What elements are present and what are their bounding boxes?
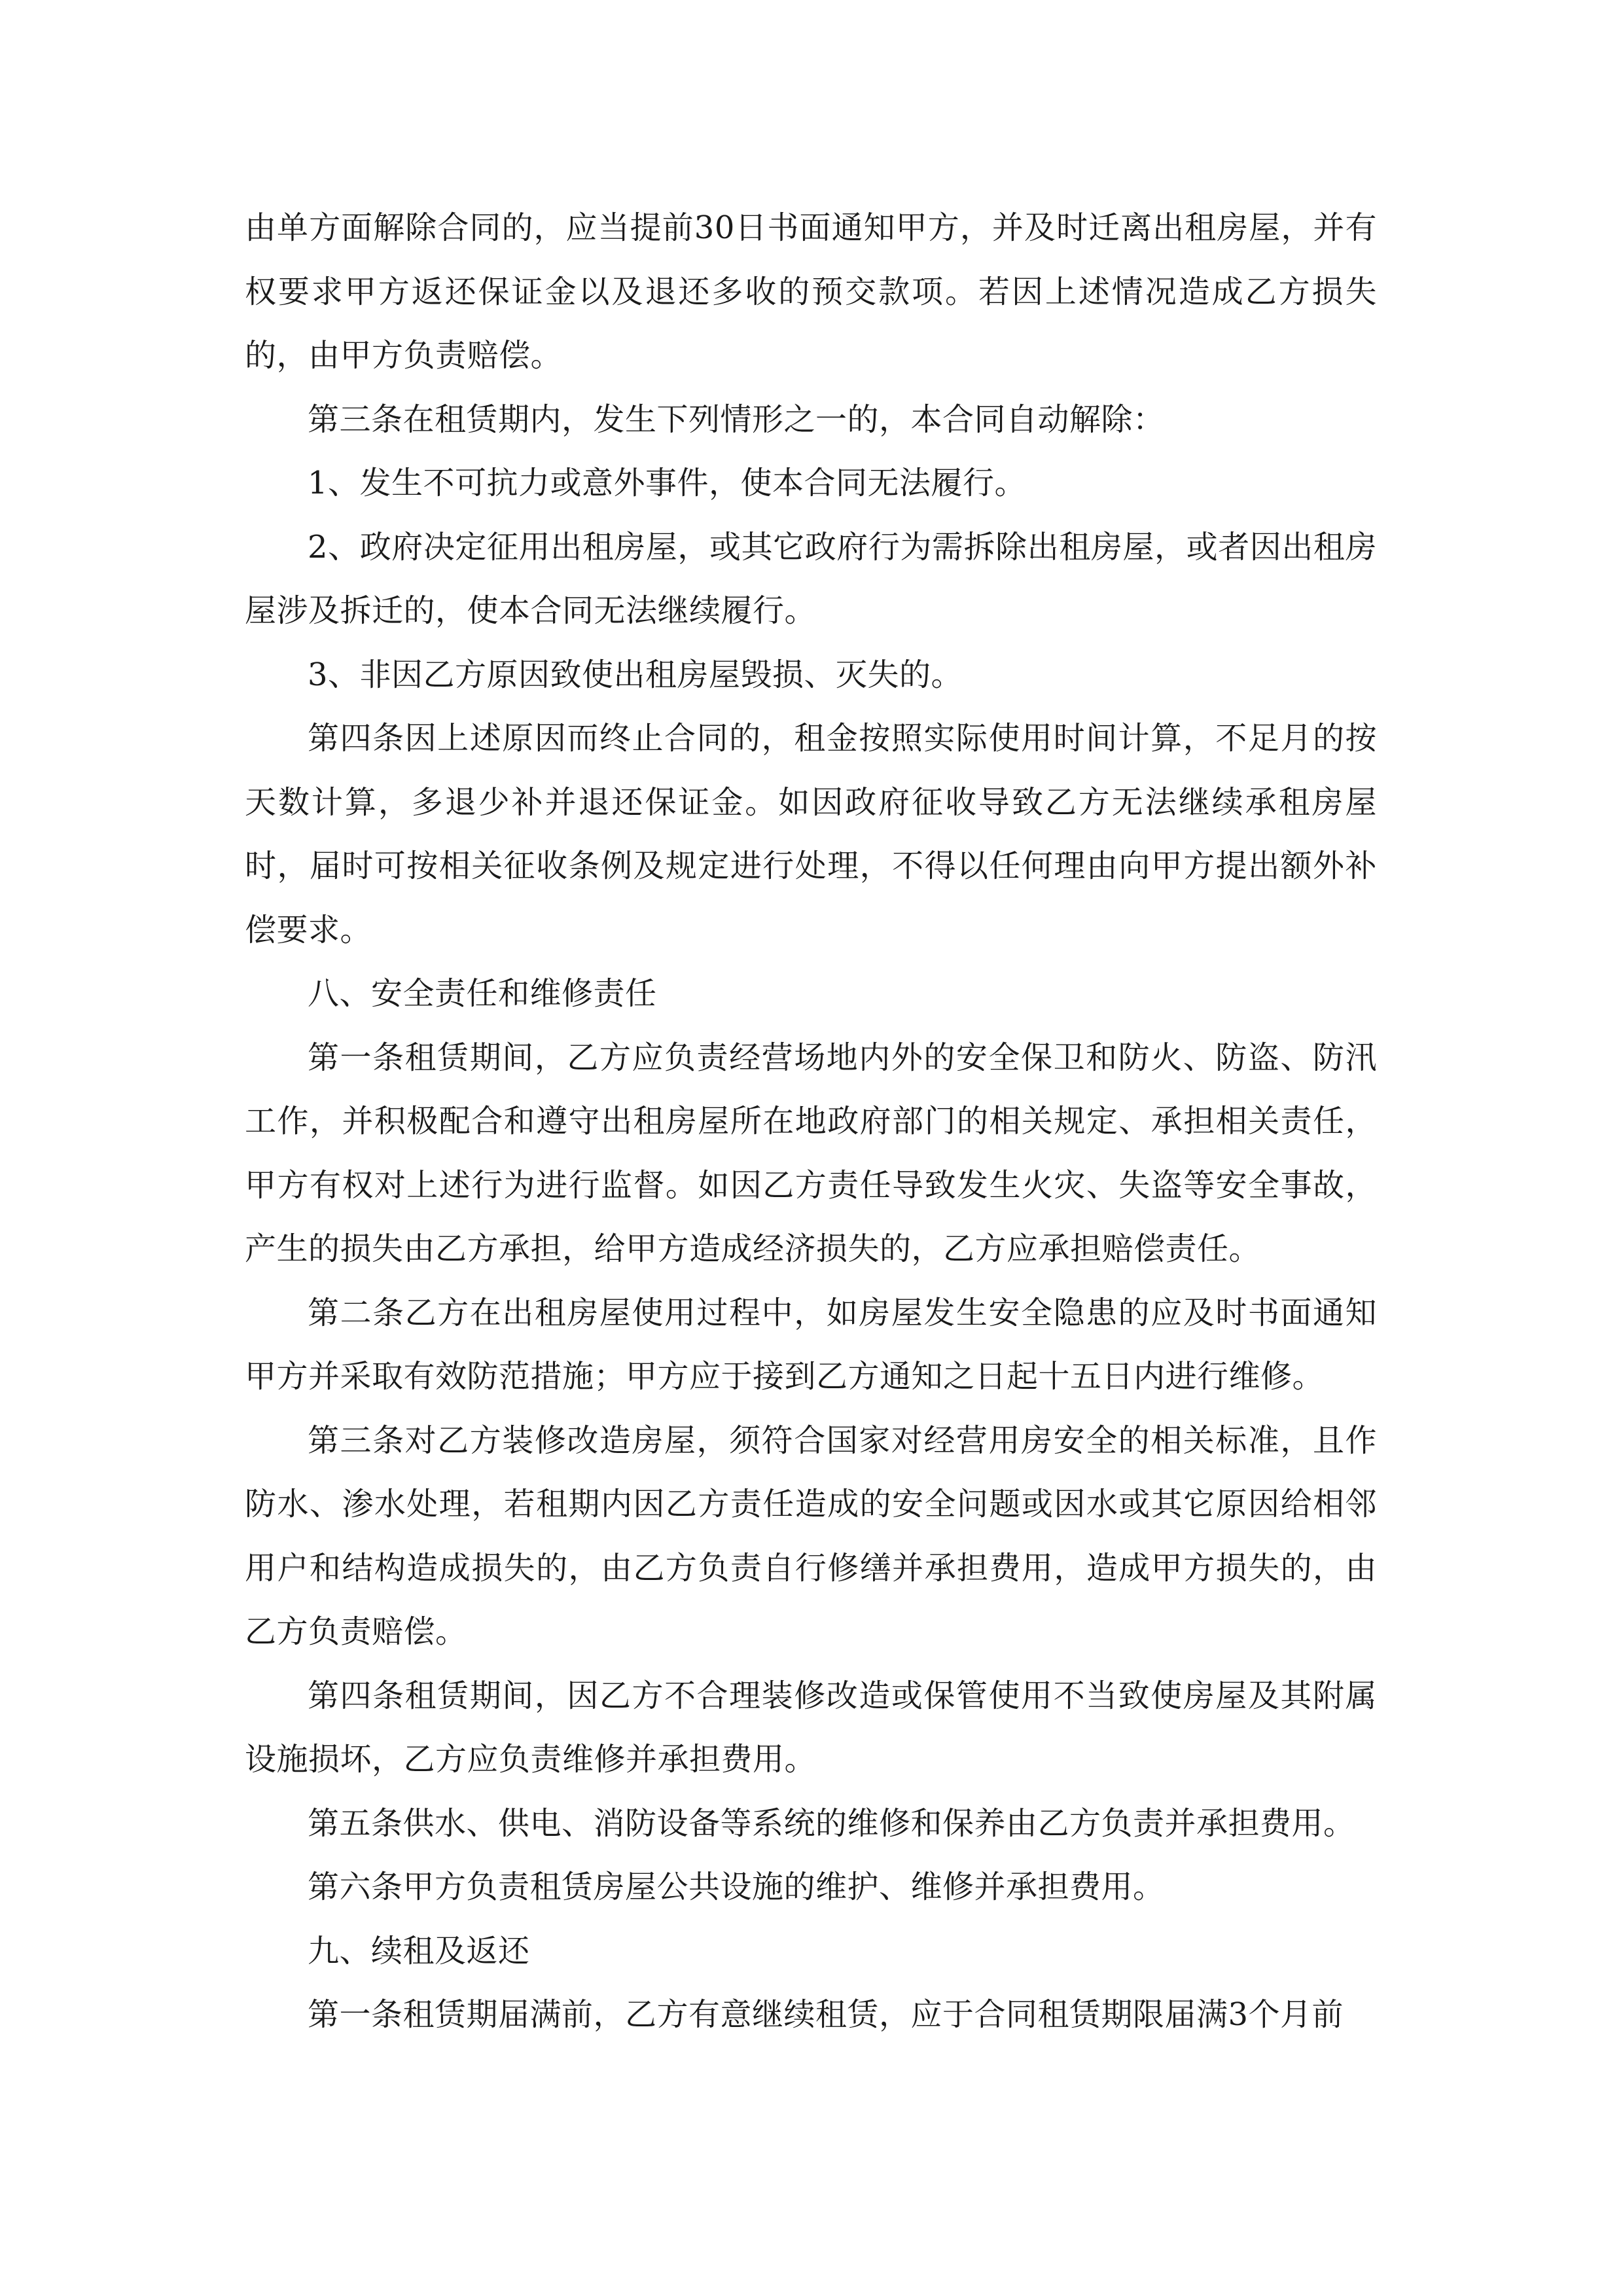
paragraph-article-4: 第四条因上述原因而终止合同的，租金按照实际使用时间计算，不足月的按天数计算，多退少补并退还保证金。如因政府征收导致乙方无法继续承租房屋时，届时可按相关征收条例及规定进行处理，不得以任何理由向甲方提出额外补偿要求。 (245, 720, 1377, 948)
paragraph-item-3: 3、非因乙方原因致使出租房屋毁损、灭失的。 (308, 656, 963, 693)
paragraph-section8-article-4: 第四条租赁期间，因乙方不合理装修改造或保管使用不当致使房屋及其附属设施损坏，乙方应负责维修并承担费用。 (245, 1677, 1377, 1778)
paragraph-section8-article-6: 第六条甲方负责租赁房屋公共设施的维护、维修并承担费用。 (308, 1869, 1165, 1905)
paragraph-section8-article-5: 第五条供水、供电、消防设备等系统的维修和保养由乙方负责并承担费用。 (308, 1804, 1355, 1842)
paragraph-section8-article-2: 第二条乙方在出租房屋使用过程中，如房屋发生安全隐患的应及时书面通知甲方并采取有效防范措施；甲方应于接到乙方通知之日起十五日内进行维修。 (245, 1294, 1377, 1395)
document-body (245, 196, 1377, 2047)
paragraph-item-2: 2、政府决定征用出租房屋，或其它政府行为需拆除出租房屋，或者因出租房屋涉及拆迁的，使本合同无法继续履行。 (245, 528, 1377, 629)
paragraph-section8-article-1: 第一条租赁期间，乙方应负责经营场地内外的安全保卫和防火、防盗、防汛工作，并积极配合和遵守出租房屋所在地政府部门的相关规定、承担相关责任，甲方有权对上述行为进行监督。如因乙方责任导致发生火灾、失盗等安全事故，产生的损失由乙方承担，给甲方造成经济损失的，乙方应承担赔偿责任。 (245, 1039, 1377, 1267)
paragraph-article-3: 第三条在租赁期内，发生下列情形之一的，本合同自动解除： (308, 401, 1165, 438)
section-heading-8: 八、安全责任和维修责任 (308, 975, 657, 1012)
paragraph-section9-article-1: 第一条租赁期届满前，乙方有意继续租赁，应于合同租赁期限届满3个月前 (308, 1996, 1344, 2033)
paragraph-continuation: 由单方面解除合同的，应当提前30日书面通知甲方，并及时迁离出租房屋，并有权要求甲方返还保证金以及退还多收的预交款项。若因上述情况造成乙方损失的，由甲方负责赔偿。 (245, 209, 1377, 374)
paragraph-section8-article-3: 第三条对乙方装修改造房屋，须符合国家对经营用房安全的相关标准，且作防水、渗水处理，若租期内因乙方责任造成的安全问题或因水或其它原因给相邻用户和结构造成损失的，由乙方负责自行修缮并承担费用，造成甲方损失的，由乙方负责赔偿。 (245, 1422, 1377, 1650)
section-heading-9: 九、续租及返还 (308, 1932, 530, 1969)
paragraph-item-1: 1、发生不可抗力或意外事件，使本合同无法履行。 (308, 465, 1027, 501)
